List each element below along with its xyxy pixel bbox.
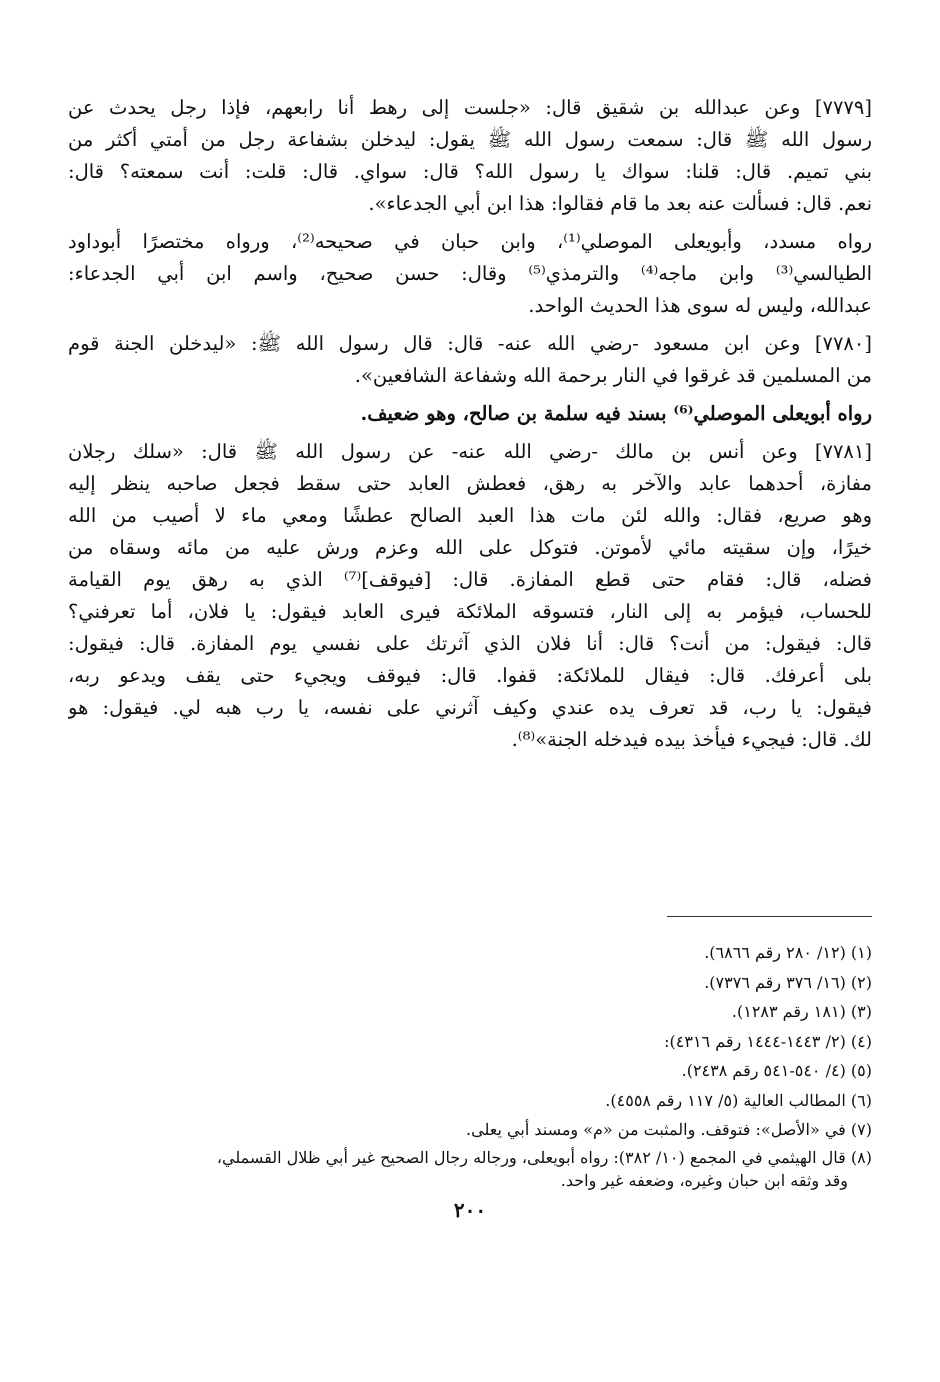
- text-line: بني تميم. قال: قلنا: سواك يا رسول الله؟ قال: سواي. قال: قلت: أنت سمعته؟ قال:: [68, 160, 872, 183]
- text-line: وهو صريع، فقال: والله لئن مات هذا العبد الصالح عطشًا ومعي ماء لا أصيب من الله: [68, 504, 872, 527]
- text-line: للحساب، فيؤمر به إلى النار، فتسوقه الملائكة فيرى العابد فيقول: يا فلان، أما تعرفني؟: [68, 600, 872, 623]
- main-text: [68, 92, 872, 756]
- footnote-separator: [667, 916, 872, 917]
- footnote: (٣) (١٨١ رقم ١٢٨٣).: [731, 1002, 872, 1021]
- footnote: (٧) في «الأصل»: فتوقف. والمثبت من «م» ومسند أبي يعلى.: [466, 1120, 872, 1139]
- text-line: [٧٧٨٠] وعن ابن مسعود -رضي الله عنه- قال: قال رسول الله ﷺ: «ليدخلن الجنة قوم: [68, 332, 872, 355]
- footnote: (٢) (١٦/ ٣٧٦ رقم ٧٣٧٦).: [704, 972, 872, 992]
- text-line: نعم. قال: فسألت عنه بعد ما قام فقالوا: هذا ابن أبي الجدعاء».: [368, 192, 872, 215]
- footnote: (٨) قال الهيثمي في المجمع (١٠/ ٣٨٢): رواه أبويعلى، ورجاله رجال الصحيح غير أبي ظلال القسملي،: [216, 1147, 872, 1167]
- text-line: فيقول: يا رب، قد تعرف يده عندي وكيف آثرني على نفسه، يا رب هبه لي. فيقول: هو: [68, 696, 872, 719]
- footnote: (٥) (٤/ ٥٤٠-٥٤١ رقم ٢٤٣٨).: [681, 1061, 872, 1080]
- text-line: قال: فيقول: من أنت؟ قال: أنا فلان الذي آثرتك على نفسي يوم المفازة. قال: فيقول:: [68, 632, 872, 655]
- text-line: فضله، قال: فقام حتى قطع المفازة. قال: [فيوقف]⁽⁷⁾ الذي به رهق يوم القيامة: [68, 568, 872, 591]
- source-citation: [68, 398, 872, 430]
- footnote: (٦) المطالب العالية (٥/ ١١٧ رقم ٤٥٥٨).: [605, 1090, 872, 1110]
- hadith-paragraph: [68, 328, 872, 392]
- hadith-paragraph: [68, 92, 872, 220]
- footnote: وقد وثقه ابن حبان وغيره، وضعفه غير واحد.: [560, 1170, 848, 1190]
- text-line: [٧٧٧٩] وعن عبدالله بن شقيق قال: «جلست إلى رهط أنا رابعهم، فإذا رجل يحدث عن: [68, 96, 872, 119]
- text-line: من المسلمين قد غرقوا في النار برحمة الله وشفاعة الشافعين».: [354, 364, 872, 387]
- text-line: خيرًا، وإن سقيته مائي لأموتن. فتوكل على الله وعزم ورش عليه من مائه وسقاه من: [68, 536, 872, 559]
- text-line: رواه مسدد، وأبويعلى الموصلي⁽¹⁾، وابن حبان في صحيحه⁽²⁾، ورواه مختصرًا أبوداود: [68, 230, 872, 253]
- text-line: بلى أعرفك. قال: فيقال للملائكة: قفوا. قال: فيوقف ويجيء حتى يقف ويدعو ربه،: [68, 664, 872, 687]
- hadith-paragraph: [68, 436, 872, 756]
- footnote: (٤) (٢/ ١٤٤٣-١٤٤٤ رقم ٤٣١٦):: [664, 1031, 872, 1051]
- hadith-paragraph: [68, 226, 872, 322]
- text-line: رسول الله ﷺ قال: سمعت رسول الله ﷺ يقول: ليدخلن بشفاعة رجل من أمتي أكثر من: [68, 128, 872, 151]
- text-line: مفازة، أحدهما عابد والآخر به رهق، فعطش العابد حتى سقط فجعل صاحبه ينظر إليه: [68, 472, 872, 495]
- text-line: رواه أبويعلى الموصلي⁽⁶⁾ بسند فيه سلمة بن صالح، وهو ضعيف.: [360, 402, 872, 425]
- text-line: لك. قال: فيجيء فيأخذ بيده فيدخله الجنة»⁽⁸⁾.: [511, 728, 872, 751]
- page-number: ٢٠٠: [453, 1198, 487, 1222]
- text-line: عبدالله، وليس له سوى هذا الحديث الواحد.: [528, 294, 872, 317]
- footnote: (١) (١٢/ ٢٨٠ رقم ٦٨٦٦).: [704, 943, 872, 962]
- text-line: [٧٧٨١] وعن أنس بن مالك -رضي الله عنه- عن رسول الله ﷺ قال: «سلك رجلان: [68, 440, 872, 463]
- footnotes: [68, 938, 872, 1192]
- page: [68, 92, 872, 1382]
- text-line: الطيالسي⁽³⁾ وابن ماجه⁽⁴⁾ والترمذي⁽⁵⁾ وقال: حسن صحيح، واسم ابن أبي الجدعاء:: [68, 262, 872, 285]
